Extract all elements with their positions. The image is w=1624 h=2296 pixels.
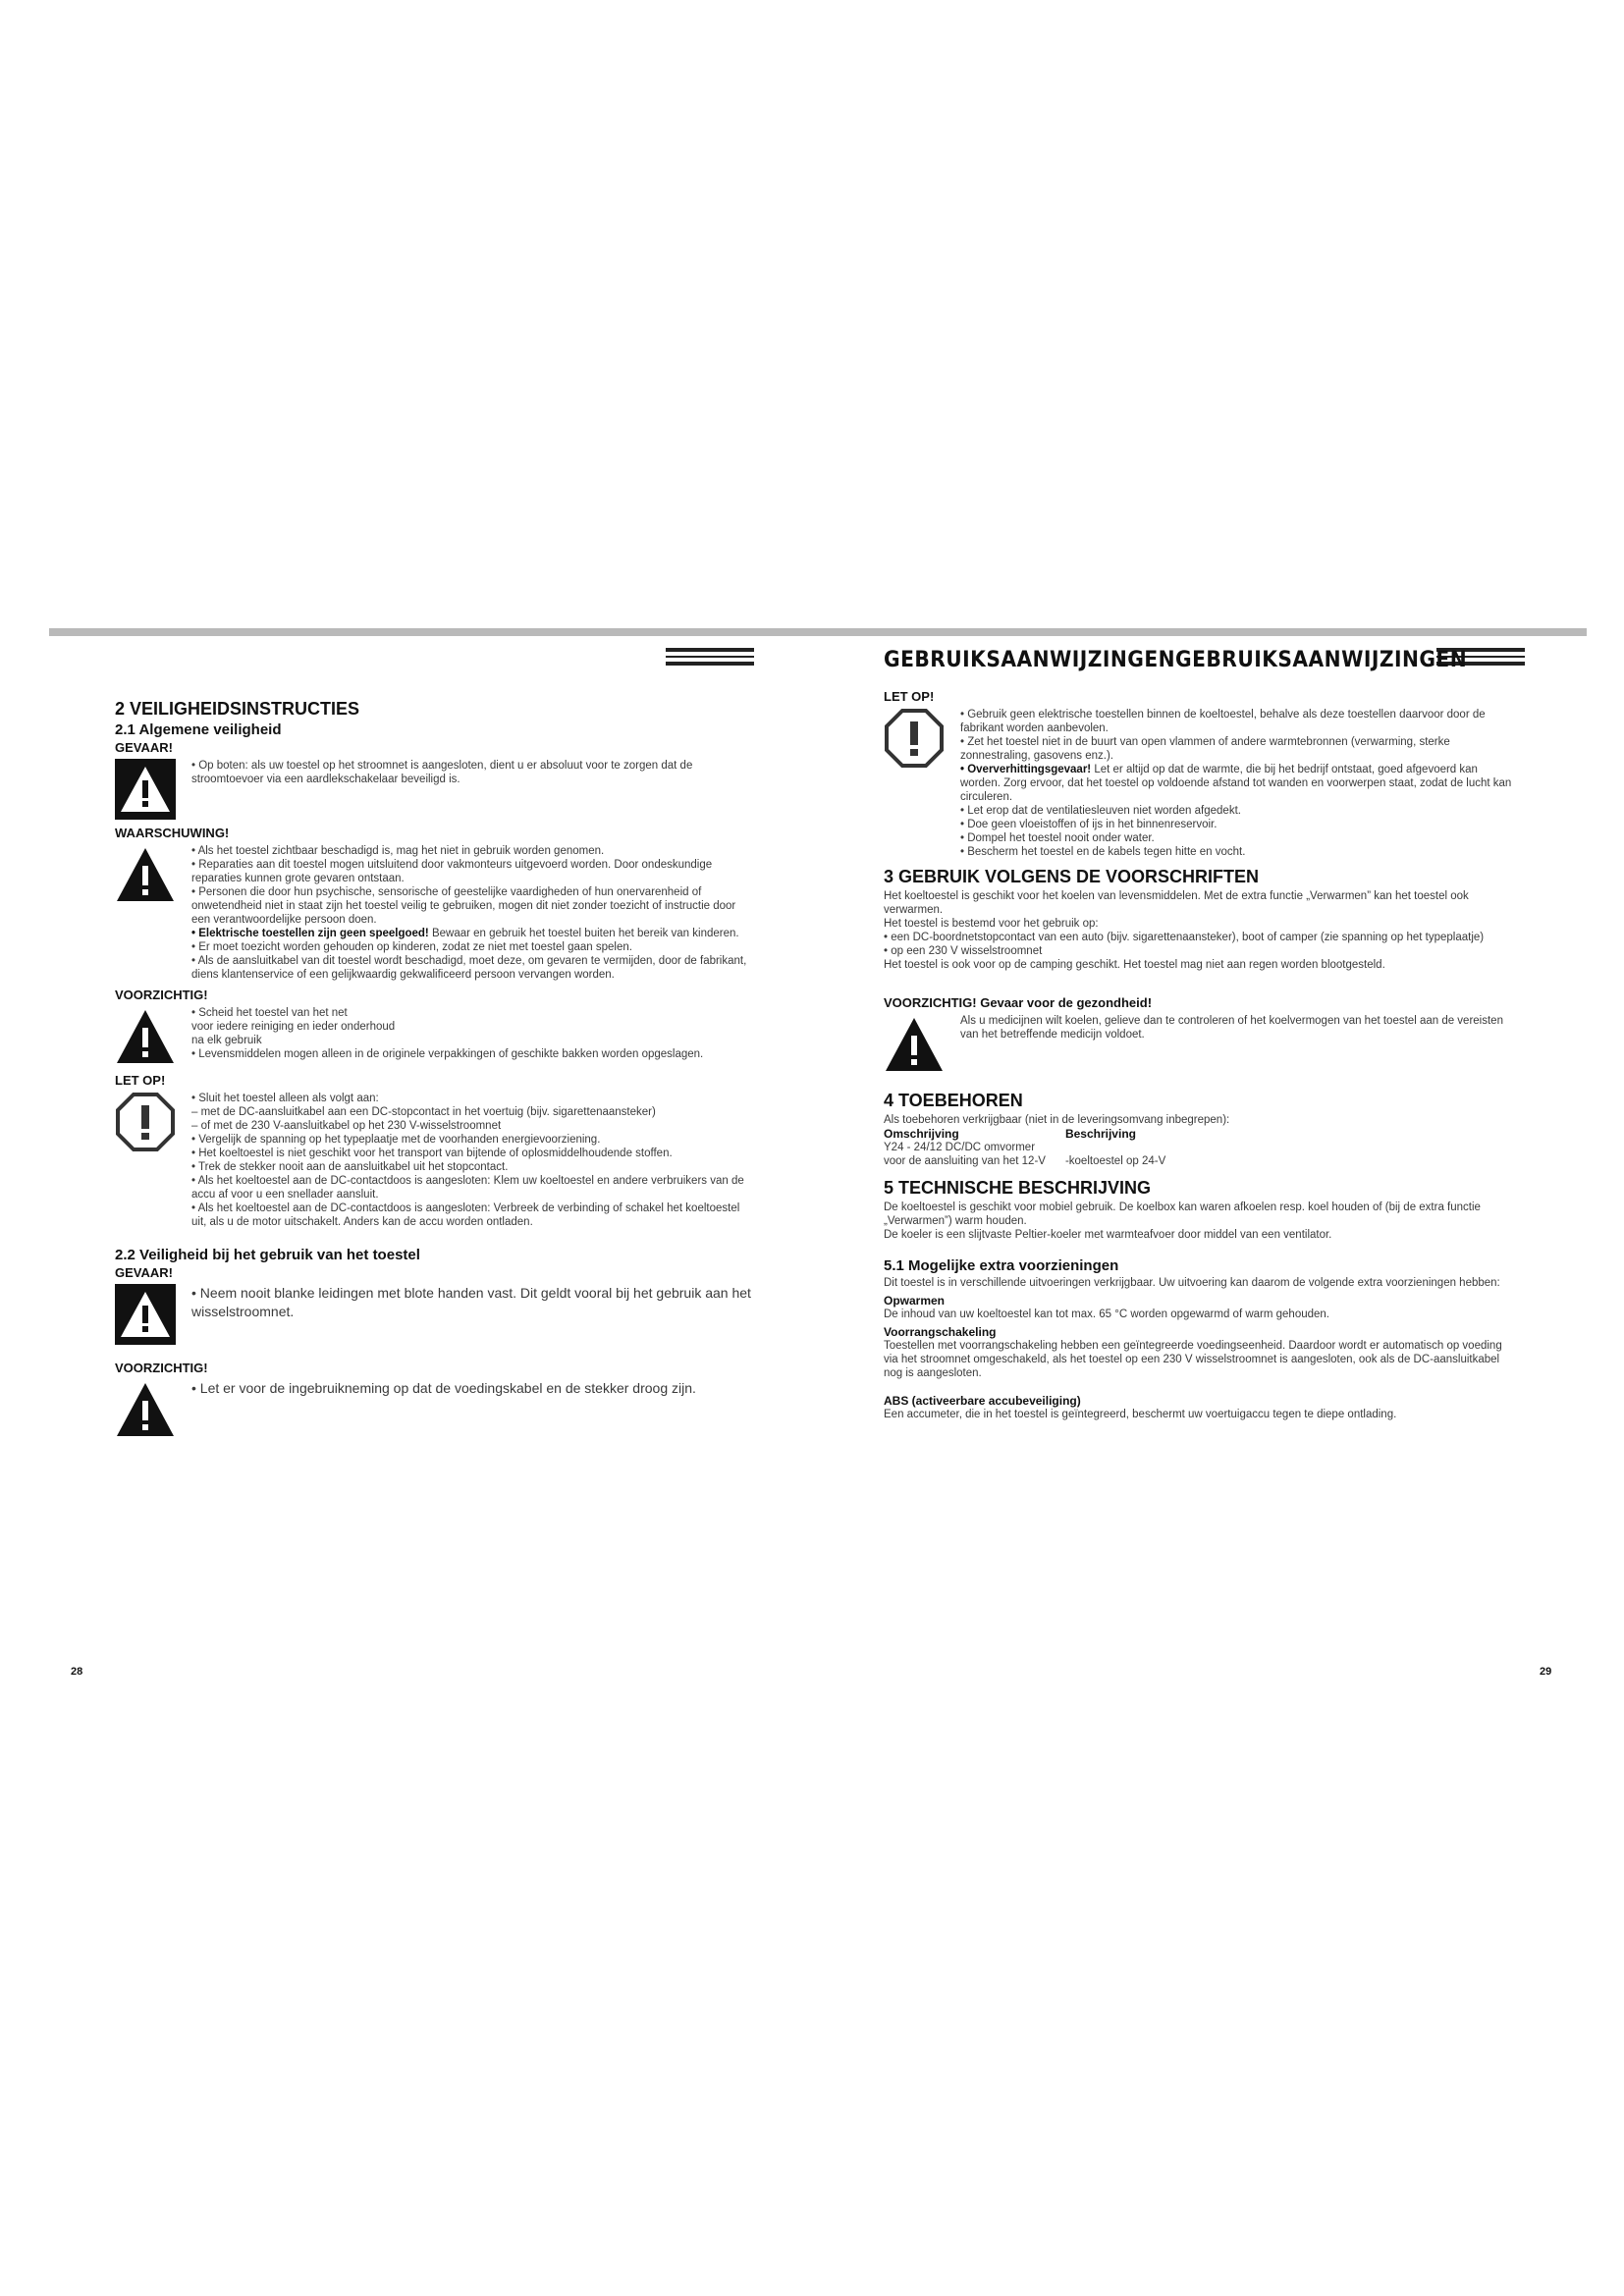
gevaar2-label: GEVAAR! — [115, 1265, 173, 1280]
abs-label: ABS (activeerbare accubeveiliging) — [884, 1394, 1081, 1408]
list-item: • Als het toestel zichtbaar beschadigd is, mag het niet in gebruik worden genomen. — [191, 845, 605, 857]
section-2-1-heading: 2.1 Algemene veiligheid — [115, 721, 282, 738]
section-5-1-heading: 5.1 Mogelijke extra voorzieningen — [884, 1257, 1119, 1274]
overheating-warning-rest: Let er altijd op dat de warmte, die bij het bedrijf ontstaat, goed afgevoerd kan worden. Zorg ervoor, dat het toestel op voldoende afstand tot wanden en voorwerpen staat, zodat de lucht kan circuleren. — [960, 764, 1512, 803]
right-letop-block — [884, 708, 1512, 859]
page-number-left: 28 — [71, 1666, 83, 1678]
table-row — [884, 1141, 1185, 1154]
waarschuwing-block — [115, 844, 753, 982]
gezondheid-items — [960, 1014, 1512, 1041]
left-page — [115, 687, 753, 1446]
paragraph: Het toestel is bestemd voor het gebruik op: — [884, 918, 1099, 930]
list-item: • Op boten: als uw toestel op het stroomnet is aangesloten, dient u er absoluut voor te zorgen dat de stroomtoevoer via een aardlekschakelaar beveiligd is. — [191, 760, 693, 785]
list-item: voor iedere reiniging en ieder onderhoud — [191, 1021, 396, 1033]
table-header-cell: Omschrijving — [884, 1127, 959, 1141]
caution-triangle-icon — [884, 1014, 945, 1075]
list-item: Als u medicijnen wilt koelen, gelieve dan te controleren of het koelvermogen van het toestel aan de vereisten van het betreffende medicijn voldoet. — [960, 1015, 1503, 1041]
section-2-heading: 2 VEILIGHEIDSINSTRUCTIES — [115, 699, 360, 719]
bold-warning: • Elektrische toestellen zijn geen speelgoed! — [191, 928, 429, 939]
list-item: • Bescherm het toestel en de kabels tegen hitte en vocht. — [960, 846, 1246, 858]
list-item: • Doe geen vloeistoffen of ijs in het binnenreservoir. — [960, 819, 1218, 830]
opwarmen-text: De inhoud van uw koeltoestel kan tot max. 65 °C worden opgewarmd of warm gehouden. — [884, 1308, 1329, 1320]
list-item: • Sluit het toestel alleen als volgt aan: — [191, 1093, 379, 1104]
list-item: • Neem nooit blanke leidingen met blote handen vast. Dit geldt vooral bij het gebruik aan het wisselstroomnet. — [191, 1285, 751, 1319]
overheating-warning: • Oververhittingsgevaar! — [960, 764, 1092, 775]
table-cell: Y24 - 24/12 DC/DC omvormer — [884, 1142, 1036, 1153]
right-page — [884, 687, 1512, 1421]
voorrang-label: Voorrangschakeling — [884, 1325, 997, 1339]
paragraph: Het toestel is ook voor op de camping geschikt. Het toestel mag niet aan regen worden blootgesteld. — [884, 959, 1385, 971]
list-item: • Zet het toestel niet in de buurt van open vlammen of andere warmtebronnen (verwarming, sterke zonnestraling, gasovens enz.). — [960, 736, 1450, 762]
paragraph: • op een 230 V wisselstroomnet — [884, 945, 1043, 957]
header-lines-left — [666, 648, 754, 669]
paragraph: De koeltoestel is geschikt voor mobiel gebruik. De koelbox kan waren afkoelen resp. koel houden of (bij de extra functie „Verwarmen”) warm houden. — [884, 1201, 1481, 1227]
list-item: • Let er voor de ingebruikneming op dat de voedingskabel en de stekker droog zijn. — [191, 1380, 696, 1396]
gevaar-label: GEVAAR! — [115, 740, 173, 755]
list-item: – met de DC-aansluitkabel aan een DC-stopcontact in het voertuig (bijv. sigarettenaansteker) — [191, 1106, 656, 1118]
voorzichtig-label: VOORZICHTIG! — [115, 988, 208, 1002]
paragraph: • een DC-boordnetstopcontact van een auto (bijv. sigarettenaansteker), boot of camper (zie spanning op het typeplaatje) — [884, 932, 1485, 943]
voorzichtig2-label: VOORZICHTIG! — [115, 1361, 208, 1375]
list-item: • Als het koeltoestel aan de DC-contactdoos is aangesloten: Klem uw koeltoestel en andere verbruikers van de accu af voor u een snellader aansluit. — [191, 1175, 744, 1201]
gezondheid-label: VOORZICHTIG! Gevaar voor de gezondheid! — [884, 995, 1153, 1010]
voorzichtig-block — [115, 1006, 753, 1067]
danger-warning-icon — [115, 759, 176, 820]
warning-triangle-icon — [115, 844, 176, 905]
gevaar-items — [191, 759, 753, 786]
gevaar2-items — [191, 1284, 753, 1321]
attention-octagon-icon — [884, 708, 945, 769]
voorzichtig2-block — [115, 1379, 753, 1440]
letop-items — [191, 1092, 753, 1229]
list-item: • Dompel het toestel nooit onder water. — [960, 832, 1155, 844]
section-3-text — [884, 889, 1512, 972]
list-item: • Het koeltoestel is niet geschikt voor het transport van bijtende of oplosmiddelhoudende stoffen. — [191, 1148, 673, 1159]
list-item: na elk gebruik — [191, 1035, 262, 1046]
table-header-cell: Beschrijving — [1064, 1127, 1136, 1141]
paragraph: De koeler is een slijtvaste Peltier-koeler met warmteafvoer door middel van een ventilator. — [884, 1229, 1332, 1241]
table-header-row — [884, 1127, 1185, 1141]
list-item: • Als de aansluitkabel van dit toestel wordt beschadigd, moet deze, om gevaren te vermijden, door de fabrikant, diens klantenservice of een gelijkwaardig gekwalificeerd persoon vervangen worden. — [191, 955, 747, 981]
table-cell: -koeltoestel op 24-V — [1064, 1155, 1166, 1167]
caution-triangle-icon — [115, 1379, 176, 1440]
voorzichtig-items — [191, 1006, 753, 1061]
list-item: • Reparaties aan dit toestel mogen uitsluitend door vakmonteurs uitgevoerd worden. Door ondeskundige reparaties kunnen grote gevaren ontstaan. — [191, 859, 713, 884]
voorrang-text: Toestellen met voorrangschakeling hebben een geïntegreerde voedingseenheid. Daardoor wordt er automatisch op voeding via het stroomnet omgeschakeld, als het toestel op een 230 V wisselstroomnet is aangesloten, ook als de DC-aansluitkabel nog is aangesloten. — [884, 1340, 1502, 1379]
gevaar2-block — [115, 1284, 753, 1345]
attention-octagon-icon — [115, 1092, 176, 1152]
voorzichtig2-items — [191, 1379, 753, 1398]
right-letop-items — [960, 708, 1512, 859]
section-5-1-text: Dit toestel is in verschillende uitvoeringen verkrijgbaar. Uw uitvoering kan daarom de volgende extra voorzieningen hebben: — [884, 1277, 1500, 1289]
list-item: • Let erop dat de ventilatiesleuven niet worden afgedekt. — [960, 805, 1241, 817]
abs-text: Een accumeter, die in het toestel is geïntegreerd, beschermt uw voertuigaccu tegen te diepe ontlading. — [884, 1409, 1397, 1420]
section-3-heading: 3 GEBRUIK VOLGENS DE VOORSCHRIFTEN — [884, 867, 1260, 886]
page-number-right: 29 — [1540, 1666, 1552, 1678]
list-item — [191, 927, 753, 940]
list-item — [960, 763, 1512, 804]
letop-block — [115, 1092, 753, 1229]
list-item: • Levensmiddelen mogen alleen in de originele verpakkingen of geschikte bakken worden opgeslagen. — [191, 1048, 704, 1060]
table-cell — [1065, 1141, 1185, 1154]
section-5-heading: 5 TECHNISCHE BESCHRIJVING — [884, 1178, 1152, 1198]
list-item: • Vergelijk de spanning op het typeplaatje met de voorhanden energievoorziening. — [191, 1134, 601, 1146]
table-row — [884, 1154, 1185, 1168]
top-divider-bar — [49, 628, 1587, 636]
section-5-text — [884, 1201, 1512, 1242]
gevaar-block — [115, 759, 753, 820]
list-item: • Trek de stekker nooit aan de aansluitkabel uit het stopcontact. — [191, 1161, 509, 1173]
bold-warning-rest: Bewaar en gebruik het toestel buiten het bereik van kinderen. — [428, 928, 739, 939]
section-2-2-heading: 2.2 Veiligheid bij het gebruik van het toestel — [115, 1247, 420, 1263]
waarschuwing-label: WAARSCHUWING! — [115, 826, 230, 840]
list-item: – of met de 230 V-aansluitkabel op het 230 V-wisselstroomnet — [191, 1120, 502, 1132]
list-item: • Personen die door hun psychische, sensorische of geestelijke vaardigheden of hun onervarenheid of onwetendheid niet in staat zijn het toestel veilig te gebruiken, mogen dit niet zonder toezicht of instructie door een verantwoordelijke persoon doen. — [191, 886, 736, 926]
danger-warning-icon — [115, 1284, 176, 1345]
section-4-text: Als toebehoren verkrijgbaar (niet in de leveringsomvang inbegrepen): — [884, 1114, 1230, 1126]
list-item: • Als het koeltoestel aan de DC-contactdoos is aangesloten: Verbreek de verbinding of schakel het koeltoestel uit, als u de motor uitschakelt. Anders kan de accu worden ontladen. — [191, 1202, 740, 1228]
opwarmen-label: Opwarmen — [884, 1294, 946, 1308]
letop-label: LET OP! — [115, 1073, 166, 1088]
running-header-title: GEBRUIKSAANWIJZINGENGEBRUIKSAANWIJZINGEN — [884, 648, 1468, 672]
section-4-heading: 4 TOEBEHOREN — [884, 1091, 1023, 1110]
right-letop-label: LET OP! — [884, 689, 935, 704]
caution-triangle-icon — [115, 1006, 176, 1067]
list-item: • Scheid het toestel van het net — [191, 1007, 348, 1019]
accessories-table — [884, 1127, 1185, 1168]
waarschuwing-items — [191, 844, 753, 982]
list-item: • Er moet toezicht worden gehouden op kinderen, zodat ze niet met toestel gaan spelen. — [191, 941, 632, 953]
gezondheid-block — [884, 1014, 1512, 1075]
table-cell: voor de aansluiting van het 12-V — [884, 1155, 1046, 1167]
list-item: • Gebruik geen elektrische toestellen binnen de koeltoestel, behalve als deze toestellen daarvoor door de fabrikant worden aanbevolen. — [960, 709, 1486, 734]
paragraph: Het koeltoestel is geschikt voor het koelen van levensmiddelen. Met de extra functie „Verwarmen” kan het toestel ook verwarmen. — [884, 890, 1469, 916]
